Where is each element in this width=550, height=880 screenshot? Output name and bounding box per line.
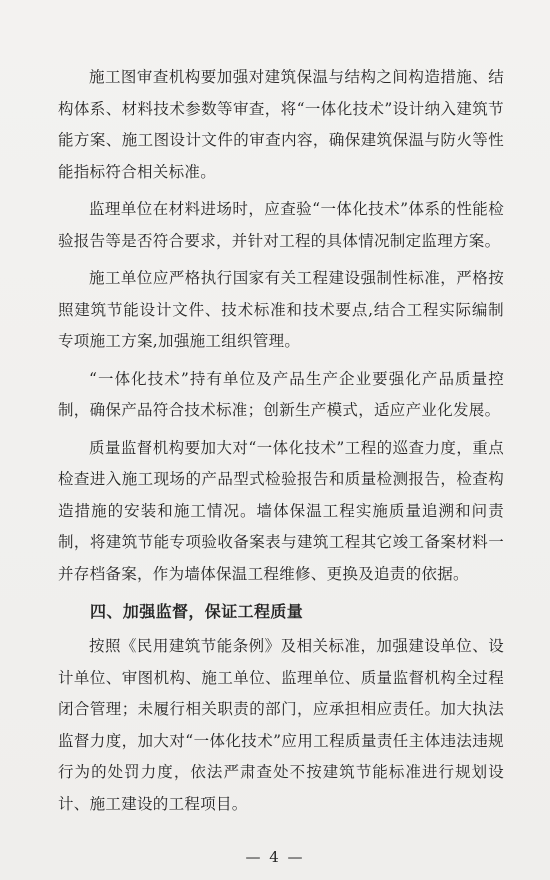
paragraph-quality-supervision: 质量监督机构要加大对“一体化技术”工程的巡查力度，重点检查进入施工现场的产品型式检验报告和质量检测报告，检查构造措施的安装和施工情况。墙体保温工程实施质量追溯和问责制，将建筑节能专项验收备案表与建筑工程其它竣工备案材料一并存档备案，作为墙体保温工程维修、更换及追责的依据。 [58, 438, 504, 583]
document-body [58, 62, 504, 826]
page-number: — 4 — [245, 848, 305, 866]
paragraph-supervision-unit: 监理单位在材料进场时，应查验“一体化技术”体系的性能检验报告等是否符合要求，并针对工程的具体情况制定监理方案。 [58, 200, 504, 250]
paragraph-drawing-review: 施工图审查机构要加强对建筑保温与结构之间构造措施、结构体系、材料技术参数等审查，将“一体化技术”设计纳入建筑节能方案、施工图设计文件的审查内容，确保建筑保温与防火等性能指标符合相关标准。 [58, 68, 504, 181]
paragraph-technology-holder: “一体化技术”持有单位及产品生产企业要强化产品质量控制，确保产品符合技术标准；创新生产模式，适应产业化发展。 [58, 369, 504, 419]
paragraph-regulation: 按照《民用建筑节能条例》及相关标准，加强建设单位、设计单位、审图机构、施工单位、监理单位、质量监督机构全过程闭合管理；未履行相关职责的部门，应承担相应责任。加大执法监督力度，加大对“一体化技术”应用工程质量责任主体违法违规行为的处罚力度，依法严肃查处不按建筑节能标准进行规划设计、施工建设的工程项目。 [58, 637, 504, 813]
section-heading: 四、加强监督，保证工程质量 [90, 602, 304, 621]
paragraph-construction-unit: 施工单位应严格执行国家有关工程建设强制性标准，严格按照建筑节能设计文件、技术标准和技术要点,结合工程实际编制专项施工方案,加强施工组织管理。 [58, 269, 504, 350]
